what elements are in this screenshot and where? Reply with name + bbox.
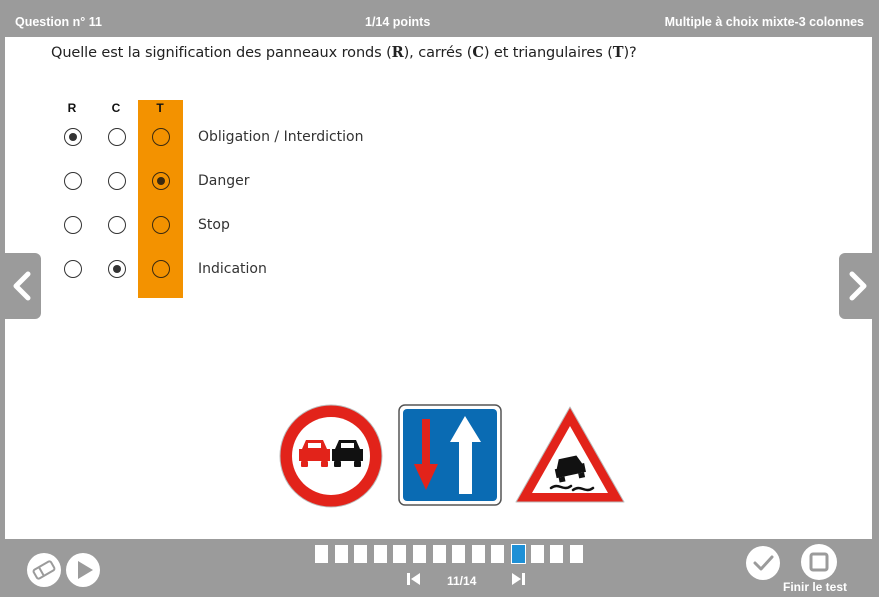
finish-test-button[interactable]: [801, 544, 837, 580]
progress-cell[interactable]: [413, 545, 426, 563]
eraser-button[interactable]: [27, 553, 61, 587]
progress-cell[interactable]: [452, 545, 465, 563]
progress-cell[interactable]: [393, 545, 406, 563]
slippery-road-sign: [513, 404, 627, 506]
answer-label: Stop: [198, 217, 230, 233]
play-icon: [66, 553, 100, 587]
question-text: Quelle est la signification des panneaux ronds (R), carrés (C) et triangulaires (T)?: [51, 44, 637, 61]
answer-label: Obligation / Interdiction: [198, 129, 364, 145]
progress-cell[interactable]: [315, 545, 328, 563]
progress-cell[interactable]: [433, 545, 446, 563]
stop-square-icon: [801, 544, 837, 580]
progress-cell[interactable]: [374, 545, 387, 563]
radio-r-row-4[interactable]: [64, 260, 82, 278]
progress-cell[interactable]: [472, 545, 485, 563]
radio-c-row-2[interactable]: [108, 172, 126, 190]
question-type: Multiple à choix mixte-3 colonnes: [664, 15, 864, 29]
answer-label: Indication: [198, 261, 267, 277]
progress-cell[interactable]: [550, 545, 563, 563]
check-answer-button[interactable]: [746, 546, 780, 580]
progress-cell[interactable]: [335, 545, 348, 563]
question-number: Question n° 11: [15, 15, 102, 29]
radio-selected-dot: [157, 177, 165, 185]
radio-t-row-3[interactable]: [152, 216, 170, 234]
eraser-icon: [27, 553, 61, 587]
no-overtaking-sign: [278, 403, 384, 509]
progress-cell[interactable]: [354, 545, 367, 563]
priority-over-oncoming-sign: [398, 404, 502, 506]
chevron-left-icon: [11, 271, 33, 301]
answer-label: Danger: [198, 173, 250, 189]
radio-selected-dot: [69, 133, 77, 141]
radio-t-row-1[interactable]: [152, 128, 170, 146]
progress-cell[interactable]: [570, 545, 583, 563]
progress-cell[interactable]: [511, 544, 526, 564]
column-header-c: C: [111, 101, 121, 115]
top-bar: [0, 0, 879, 38]
next-question-button[interactable]: [839, 253, 877, 319]
bottom-bar: [0, 539, 879, 597]
finish-test-label[interactable]: Finir le test: [783, 580, 848, 594]
previous-question-button[interactable]: [3, 253, 41, 319]
radio-c-row-1[interactable]: [108, 128, 126, 146]
points-score: 1/14 points: [365, 15, 431, 29]
play-button[interactable]: [66, 553, 100, 587]
progress-cell[interactable]: [531, 545, 544, 563]
column-header-r: R: [67, 101, 77, 115]
radio-c-row-3[interactable]: [108, 216, 126, 234]
radio-t-row-2[interactable]: [152, 172, 170, 190]
column-header-t: T: [156, 101, 164, 115]
radio-r-row-3[interactable]: [64, 216, 82, 234]
radio-r-row-1[interactable]: [64, 128, 82, 146]
check-icon: [746, 546, 780, 580]
progress-cell[interactable]: [491, 545, 504, 563]
chevron-right-icon: [847, 271, 869, 301]
radio-c-row-4[interactable]: [108, 260, 126, 278]
page-counter: 11/14: [447, 574, 477, 588]
radio-selected-dot: [113, 265, 121, 273]
skip-first-icon[interactable]: [406, 572, 422, 586]
radio-t-row-4[interactable]: [152, 260, 170, 278]
skip-last-icon[interactable]: [510, 572, 526, 586]
radio-r-row-2[interactable]: [64, 172, 82, 190]
